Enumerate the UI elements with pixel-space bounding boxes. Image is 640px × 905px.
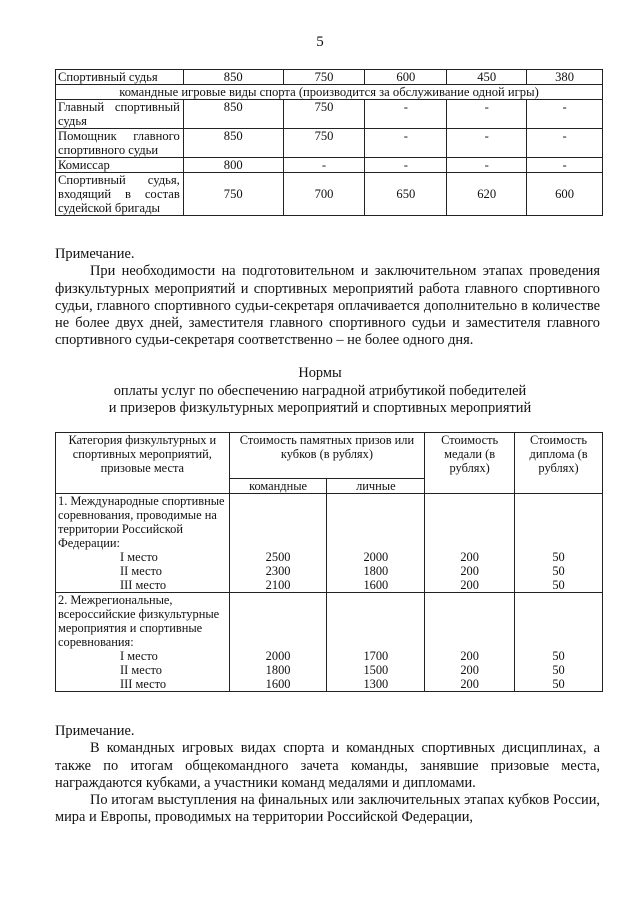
table-cell: 750	[283, 70, 365, 85]
table-row	[56, 100, 603, 129]
note-heading: Примечание.	[55, 723, 135, 739]
norms-subtitle-line2: и призеров физкультурных мероприятий и спортивных мероприятий	[108, 400, 532, 416]
table-cell: -	[283, 158, 365, 173]
header-category: Категория физкультурных и спортивных мероприятий, призовые места	[56, 433, 230, 494]
row-label: Спортивный судья	[56, 70, 184, 85]
note-heading: Примечание.	[55, 246, 135, 262]
page-number: 5	[316, 34, 324, 50]
diploma-cell	[515, 593, 603, 692]
table-cell: 850	[183, 70, 283, 85]
table-cell: 800	[183, 158, 283, 173]
header-medal: Стоимость медали (в рублях)	[425, 433, 515, 494]
value: 1700	[363, 649, 389, 663]
personal-prize-cell	[327, 593, 425, 692]
note-2	[55, 723, 600, 827]
row-label: Главный спортивный судья	[56, 100, 184, 129]
table-cell: 620	[447, 173, 527, 216]
value: 200	[460, 578, 479, 592]
table-cell: -	[447, 158, 527, 173]
value: 50	[552, 677, 565, 691]
value: 200	[460, 663, 479, 677]
category-cell	[56, 593, 230, 692]
table-cell: 850	[183, 100, 283, 129]
value: 2300	[265, 564, 291, 578]
table-cell: 450	[447, 70, 527, 85]
personal-prize-cell	[327, 494, 425, 593]
table-cell: -	[447, 100, 527, 129]
medal-cell	[425, 494, 515, 593]
referee-rates-table	[55, 69, 603, 216]
value: 1800	[265, 663, 291, 677]
header-diploma: Стоимость диплома (в рублях)	[515, 433, 603, 494]
value: 1600	[265, 677, 291, 691]
value: 2000	[363, 550, 389, 564]
table-cell: 750	[283, 129, 365, 158]
table-cell: -	[365, 100, 447, 129]
table-row	[56, 173, 603, 216]
category-title: 2. Межрегиональные, всероссийские физкультурные мероприятия и спортивные соревнования:	[58, 593, 220, 649]
table-row	[56, 593, 603, 692]
medal-cell	[425, 593, 515, 692]
table-cell: -	[365, 158, 447, 173]
row-label: Помощник главного спортивного судьи	[56, 129, 184, 158]
table-cell: 700	[283, 173, 365, 216]
value: 1800	[363, 564, 389, 578]
row-label: Спортивный судья, входящий в состав судейской бригады	[56, 173, 184, 216]
table-cell: -	[365, 129, 447, 158]
table-row	[56, 158, 603, 173]
table-cell: 600	[365, 70, 447, 85]
table-row	[56, 129, 603, 158]
value: 200	[460, 677, 479, 691]
team-prize-cell	[229, 593, 327, 692]
table-cell: 380	[527, 70, 603, 85]
table-cell: -	[527, 158, 603, 173]
note-text: При необходимости на подготовительном и заключительном этапах проведения физкультурных мероприятий и спортивных мероприятий работа главного спортивного судьи, главного спортивного судьи-секретаря оплачивается дополнительно в количестве не более двух дней, заместителя главного спортивного судьи и заместителя главного спортивного судьи-секретаря соответственно – не более одного дня.	[55, 263, 600, 349]
awards-table	[55, 432, 603, 692]
header-personal: личные	[327, 479, 425, 494]
value: 200	[460, 649, 479, 663]
team-prize-cell	[229, 494, 327, 593]
note-paragraph-1: В командных игровых видах спорта и командных спортивных дисциплинах, а также по итогам общекомандного зачета команды, занявшие призовые места, награждаются кубками, а участники команд медалями и дипломами.	[55, 740, 600, 791]
table-section-row	[56, 85, 603, 100]
row-label: Комиссар	[56, 158, 184, 173]
value: 50	[552, 649, 565, 663]
place-label: III место	[120, 677, 167, 691]
table-cell: 750	[283, 100, 365, 129]
category-title: 1. Международные спортивные соревнования, проводимые на территории Российской Федерации:	[58, 494, 225, 550]
table-cell: -	[527, 100, 603, 129]
table-cell: -	[447, 129, 527, 158]
place-label: I место	[120, 550, 158, 564]
table-cell: 650	[365, 173, 447, 216]
value: 1500	[363, 663, 389, 677]
place-label: III место	[120, 578, 167, 592]
note-paragraph-2: По итогам выступления на финальных или заключительных этапах кубков России, мира и Европы, проводимых на территории Российской Федерации,	[55, 792, 600, 826]
place-label: II место	[120, 564, 162, 578]
category-cell	[56, 494, 230, 593]
table-cell: 750	[183, 173, 283, 216]
value: 1600	[363, 578, 389, 592]
table-header-row	[56, 433, 603, 479]
value: 50	[552, 550, 565, 564]
value: 200	[460, 564, 479, 578]
place-label: II место	[120, 663, 162, 677]
place-label: I место	[120, 649, 158, 663]
value: 50	[552, 578, 565, 592]
section-title: командные игровые виды спорта (производится за обслуживание одной игры)	[56, 85, 603, 100]
value: 1300	[363, 677, 389, 691]
value: 50	[552, 564, 565, 578]
norms-title: Нормы	[298, 365, 342, 381]
value: 2100	[265, 578, 291, 592]
value: 200	[460, 550, 479, 564]
note-1	[55, 246, 600, 350]
norms-subtitle-line1: оплаты услуг по обеспечению наградной атрибутикой победителей	[113, 383, 527, 399]
value: 2000	[265, 649, 291, 663]
table-cell: 600	[527, 173, 603, 216]
value: 2500	[265, 550, 291, 564]
value: 50	[552, 663, 565, 677]
header-prizes: Стоимость памятных призов или кубков (в рублях)	[229, 433, 425, 479]
header-team: командные	[229, 479, 327, 494]
table-row	[56, 70, 603, 85]
table-row	[56, 494, 603, 593]
table-cell: -	[527, 129, 603, 158]
table-cell: 850	[183, 129, 283, 158]
diploma-cell	[515, 494, 603, 593]
